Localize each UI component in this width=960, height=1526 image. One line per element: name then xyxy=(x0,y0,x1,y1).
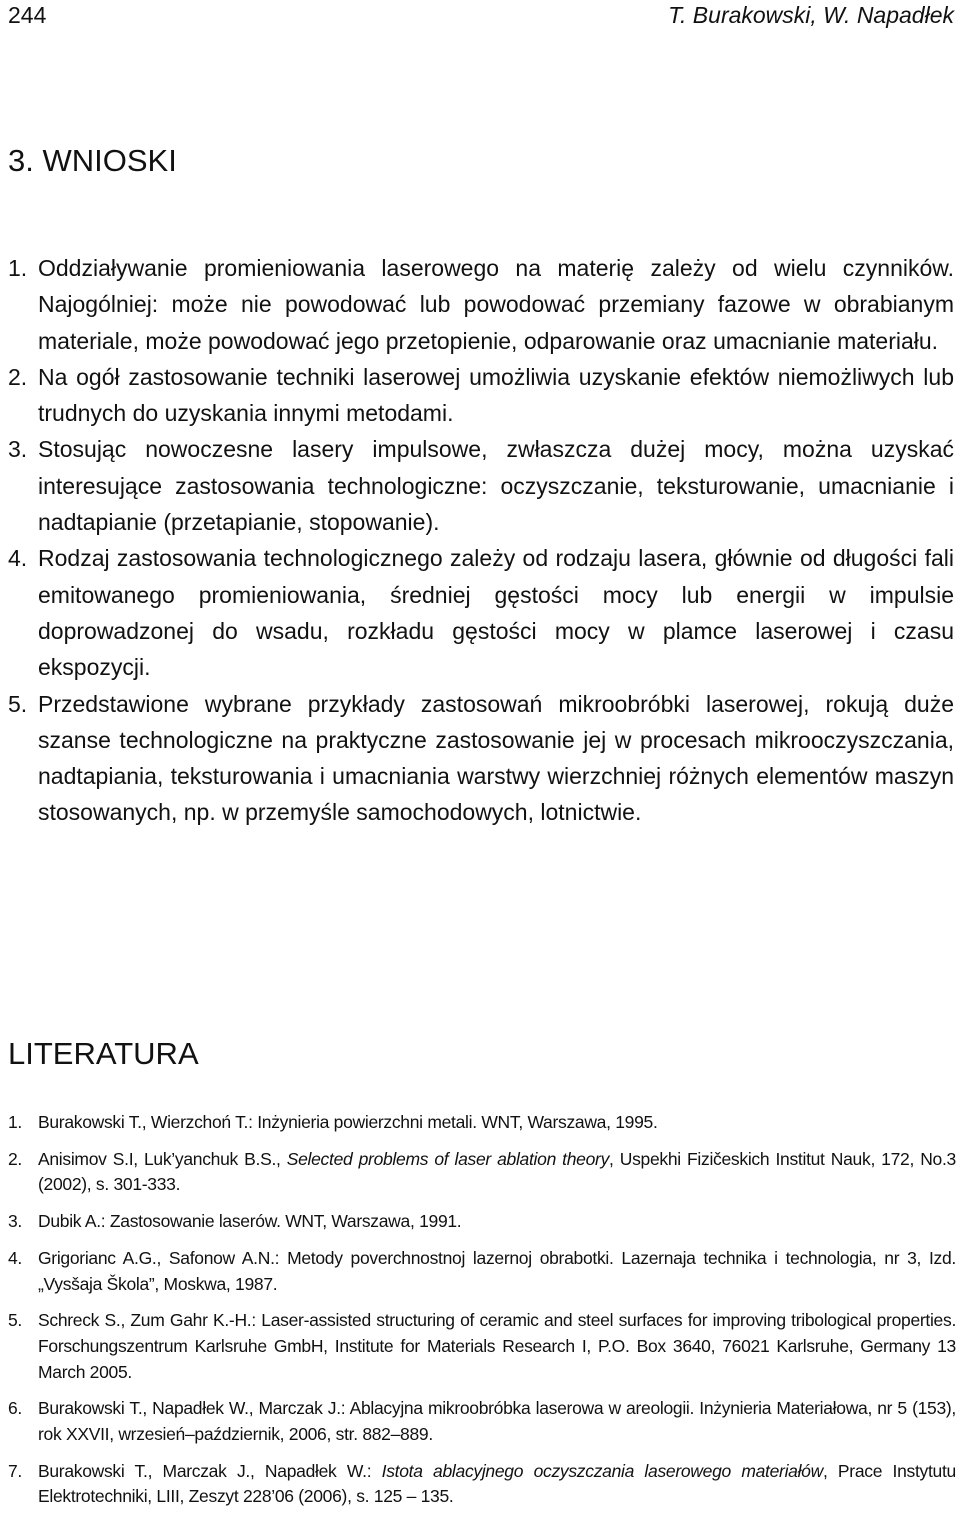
page-header xyxy=(0,0,960,40)
reference-item xyxy=(8,1209,956,1235)
item-number: 3. xyxy=(8,436,28,463)
page-number: 244 xyxy=(8,2,47,28)
ref-number: 4. xyxy=(8,1247,22,1268)
reference-item xyxy=(8,1147,956,1198)
item-text: Na ogół zastosowanie techniki laserowej umożliwia uzyskanie efektów niemożliwych lub trudnych do uzyskania innymi metodami. xyxy=(38,363,954,427)
ref-number: 1. xyxy=(8,1112,22,1132)
reference-item xyxy=(8,1308,956,1385)
reference-item xyxy=(8,1110,956,1136)
ref-number: 2. xyxy=(8,1148,22,1169)
ref-text: Burakowski T., Napadłek W., Marczak J.: Ablacyjna mikroobróbka laserowa w areologii. Inżynieria Materiałowa, nr 5 (153), rok XXVII, wrzesień–październik, 2006, str. 882–889. xyxy=(38,1398,956,1445)
item-text: Stosując nowoczesne lasery impulsowe, zwłaszcza dużej mocy, można uzyskać interesujące zastosowania technologiczne: oczyszczanie, teksturowanie, umacnianie i nadtapianie (przetapianie, stopowanie). xyxy=(38,436,954,536)
ref-text: Burakowski T., Wierzchoń T.: Inżynieria powierzchni metali. WNT, Warszawa, 1995. xyxy=(38,1112,658,1132)
conclusions-heading: 3. WNIOSKI xyxy=(8,143,177,178)
item-text: Rodzaj zastosowania technologicznego zależy od rodzaju lasera, głównie od długości fali emitowanego promieniowania, średniej gęstości mocy lub energii w impulsie doprowadzonej do wsadu, rozkładu gęstości mocy w plamce laserowej i czasu ekspozycji. xyxy=(38,545,954,681)
reference-item xyxy=(8,1459,956,1510)
conclusions-list xyxy=(8,250,954,831)
conclusion-item xyxy=(8,686,954,831)
ref-title-italic: Selected problems of laser ablation theory xyxy=(286,1148,610,1169)
ref-text-tail: , Prace Instytutu Elektrotechniki, LIII, Zeszyt 228’06 (2006), s. 125 – 135. xyxy=(38,1460,956,1507)
ref-text: Burakowski T., Marczak J., Napadłek W.: xyxy=(38,1460,382,1481)
ref-text: Anisimov S.I, Luk’yanchuk B.S., xyxy=(38,1148,287,1169)
running-head: T. Burakowski, W. Napadłek xyxy=(668,2,954,28)
ref-text: Grigorianc A.G., Safonow A.N.: Metody poverchnostnoj lazernoj obrabotki. Lazernaja technika i technologia, nr 3, Izd. „Vysšaja Škola”, Moskwa, 1987. xyxy=(38,1247,956,1294)
item-text: Oddziaływanie promieniowania laserowego na materię zależy od wielu czynników. Najogólniej: może nie powodować lub powodować przemiany fazowe w obrabianym materiale, może powodować jego przetopienie, odparowanie oraz umacnianie materiału. xyxy=(38,255,954,354)
item-number: 1. xyxy=(8,255,28,281)
reference-item xyxy=(8,1396,956,1447)
item-text: Przedstawione wybrane przykłady zastosowań mikroobróbki laserowej, rokują duże szanse technologiczne na praktyczne zastosowanie jej w procesach mikrooczyszczania, nadtapiania, teksturowania i umacniania warstwy wierzchniej różnych elementów maszyn stosowanych, np. w przemyśle samochodowych, lotnictwie. xyxy=(38,690,954,826)
conclusion-item xyxy=(8,431,954,540)
ref-text-tail: , Uspekhi Fizičeskich Institut Nauk, 172, No.3 (2002), s. 301-333. xyxy=(38,1148,956,1195)
ref-title-italic: Istota ablacyjnego oczyszczania laserowego materiałów xyxy=(381,1460,823,1481)
references-heading: LITERATURA xyxy=(8,1036,199,1071)
ref-text: Dubik A.: Zastosowanie laserów. WNT, Warszawa, 1991. xyxy=(38,1211,462,1232)
ref-number: 5. xyxy=(8,1310,22,1331)
item-number: 4. xyxy=(8,545,28,572)
ref-number: 7. xyxy=(8,1460,22,1481)
ref-number: 3. xyxy=(8,1211,22,1232)
conclusion-item xyxy=(8,359,954,432)
conclusion-item xyxy=(8,250,954,359)
item-number: 5. xyxy=(8,690,28,717)
reference-item xyxy=(8,1246,956,1297)
references-list xyxy=(8,1110,956,1521)
conclusion-item xyxy=(8,540,954,685)
item-number: 2. xyxy=(8,363,28,390)
ref-number: 6. xyxy=(8,1398,22,1419)
ref-text: Schreck S., Zum Gahr K.-H.: Laser-assisted structuring of ceramic and steel surfaces for improving tribological properties. Forschungszentrum Karlsruhe GmbH, Institute for Materials Research I, P.O. Box 3640, 76021 Karlsruhe, Germany 13 March 2005. xyxy=(38,1310,956,1382)
